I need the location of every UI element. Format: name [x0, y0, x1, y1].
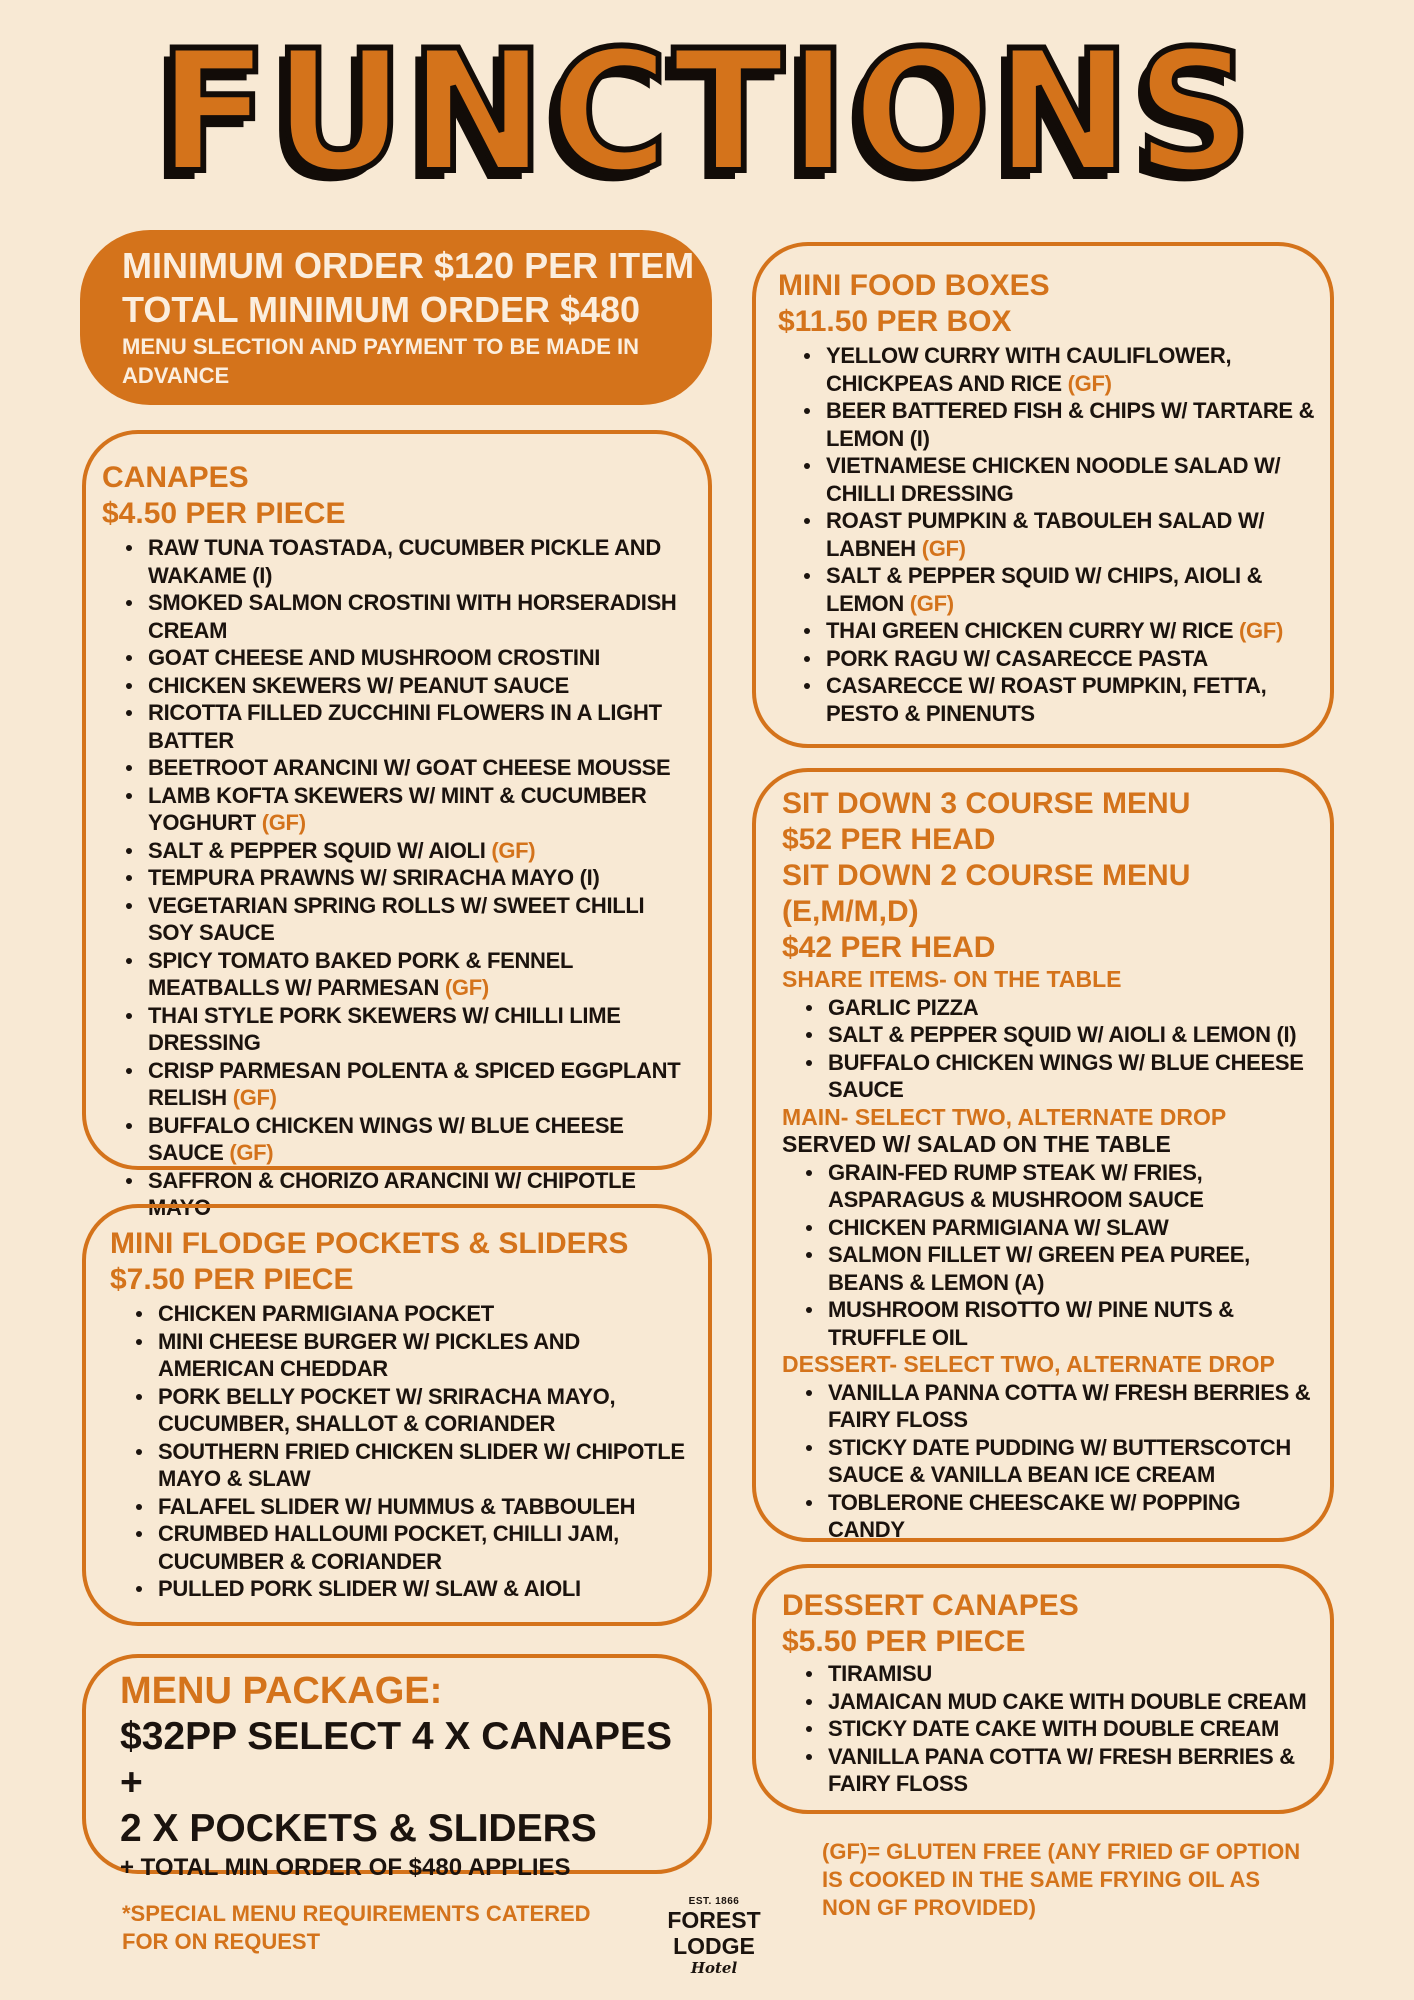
- list-item: CHICKEN PARMIGIANA POCKET: [158, 1300, 698, 1328]
- forest-lodge-logo: [626, 1896, 802, 1977]
- item-text: VEGETARIAN SPRING ROLLS W/ SWEET CHILLI SOY SAUCE: [148, 892, 645, 945]
- minimum-note-line1: MENU SLECTION AND PAYMENT TO BE MADE IN: [122, 334, 640, 359]
- list-item: STICKY DATE CAKE WITH DOUBLE CREAM: [828, 1715, 1318, 1743]
- item-text: ROAST PUMPKIN & TABOULEH SALAD W/ LABNEH: [826, 508, 1265, 561]
- list-item: MUSHROOM RISOTTO W/ PINE NUTS & TRUFFLE OIL: [828, 1296, 1318, 1351]
- list-item: PORK BELLY POCKET W/ SRIRACHA MAYO, CUCUMBER, SHALLOT & CORIANDER: [158, 1383, 698, 1438]
- list-item: SALMON FILLET W/ GREEN PEA PUREE, BEANS & LEMON (A): [828, 1241, 1318, 1296]
- gluten-free-tag: (GF): [232, 1085, 277, 1110]
- sitdown-price-3course: $52 PER HEAD: [782, 823, 996, 856]
- pockets-list: [110, 1300, 698, 1603]
- gluten-free-tag: (GF): [909, 590, 954, 616]
- list-item: [148, 1057, 690, 1112]
- item-text: THAI GREEN CHICKEN CURRY W/ RICE: [826, 618, 1234, 643]
- list-item: [826, 507, 1316, 562]
- dessert-canapes-price: $5.50 PER PIECE: [782, 1625, 1026, 1658]
- dessert-canapes-section: [752, 1564, 1334, 1814]
- minimum-per-item: MINIMUM ORDER $120 PER ITEM: [122, 245, 695, 286]
- list-item: CRUMBED HALLOUMI POCKET, CHILLI JAM, CUCUMBER & CORIANDER: [158, 1520, 698, 1575]
- canapes-section: [82, 430, 712, 1220]
- food-boxes-list: [778, 342, 1316, 727]
- minimum-total: TOTAL MINIMUM ORDER $480: [122, 289, 641, 330]
- item-text: BEER BATTERED FISH & CHIPS W/ TARTARE & LEMON (I): [826, 398, 1315, 451]
- list-item: [148, 644, 690, 672]
- special-requirements-note: *SPECIAL MENU REQUIREMENTS CATERED FOR ON REQUEST: [122, 1901, 591, 1954]
- list-item: [826, 617, 1316, 645]
- list-item: [148, 672, 690, 700]
- item-text: GOAT CHEESE AND MUSHROOM CROSTINI: [148, 645, 601, 670]
- list-item: [826, 645, 1316, 673]
- list-item: [826, 452, 1316, 507]
- minimum-order-banner: [80, 230, 712, 405]
- sitdown-price-2course: $42 PER HEAD: [782, 931, 996, 964]
- list-item: [148, 1002, 690, 1057]
- list-item: [148, 947, 690, 1002]
- list-item: [148, 1112, 690, 1167]
- pockets-section: [82, 1204, 712, 1626]
- dessert-list: [782, 1379, 1318, 1544]
- list-item: [148, 864, 690, 892]
- item-text: YELLOW CURRY WITH CAULIFLOWER, CHICKPEAS AND RICE: [826, 343, 1232, 396]
- list-item: [148, 699, 690, 754]
- menu-package-line2: 2 X POCKETS & SLIDERS: [120, 1807, 597, 1850]
- gluten-free-tag: (GF): [491, 837, 536, 863]
- logo-name: FOREST LODGE: [667, 1907, 761, 1959]
- item-text: SAFFRON & CHORIZO ARANCINI W/ CHIPOTLE MAYO: [148, 1167, 636, 1220]
- sitdown-title-3course: SIT DOWN 3 COURSE MENU: [782, 787, 1191, 820]
- item-text: BUFFALO CHICKEN WINGS W/ BLUE CHEESE SAUCE: [148, 1112, 624, 1165]
- list-item: VANILLA PANNA COTTA W/ FRESH BERRIES & FAIRY FLOSS: [828, 1379, 1318, 1434]
- list-item: JAMAICAN MUD CAKE WITH DOUBLE CREAM: [828, 1688, 1318, 1716]
- list-item: GRAIN-FED RUMP STEAK W/ FRIES, ASPARAGUS & MUSHROOM SAUCE: [828, 1159, 1318, 1214]
- list-item: [826, 342, 1316, 397]
- list-item: SALT & PEPPER SQUID W/ AIOLI & LEMON (I): [828, 1021, 1318, 1049]
- item-text: SALT & PEPPER SQUID W/ CHIPS, AIOLI & LEMON: [826, 563, 1263, 616]
- food-boxes-title: MINI FOOD BOXES: [778, 269, 1050, 302]
- gluten-free-tag: (GF): [1239, 618, 1284, 643]
- pockets-price: $7.50 PER PIECE: [110, 1263, 354, 1296]
- dessert-canapes-title: DESSERT CANAPES: [782, 1589, 1079, 1622]
- gluten-free-note: (GF)= GLUTEN FREE (ANY FRIED GF OPTION IS COOKED IN THE SAME FRYING OIL AS NON GF PROVIDED): [822, 1839, 1301, 1920]
- list-item: BUFFALO CHICKEN WINGS W/ BLUE CHEESE SAUCE: [828, 1049, 1318, 1104]
- minimum-note-line2: ADVANCE: [122, 363, 230, 388]
- list-item: MINI CHEESE BURGER W/ PICKLES AND AMERICAN CHEDDAR: [158, 1328, 698, 1383]
- list-item: [148, 534, 690, 589]
- canapes-price: $4.50 PER PIECE: [102, 497, 346, 530]
- list-item: GARLIC PIZZA: [828, 994, 1318, 1022]
- item-text: RICOTTA FILLED ZUCCHINI FLOWERS IN A LIGHT BATTER: [148, 700, 662, 753]
- food-boxes-price: $11.50 PER BOX: [778, 305, 1012, 338]
- list-item: [148, 837, 690, 865]
- menu-package-section: [82, 1654, 712, 1881]
- item-text: SALT & PEPPER SQUID W/ AIOLI: [148, 837, 486, 863]
- canapes-list: [102, 534, 690, 1222]
- share-list: [782, 994, 1318, 1104]
- page-title: FUNCTIONS: [157, 14, 1257, 210]
- item-text: LAMB KOFTA SKEWERS W/ MINT & CUCUMBER YOGHURT: [148, 782, 647, 835]
- list-item: [148, 754, 690, 782]
- list-item: VANILLA PANA COTTA W/ FRESH BERRIES & FAIRY FLOSS: [828, 1743, 1318, 1798]
- list-item: [148, 589, 690, 644]
- menu-package-title: MENU PACKAGE:: [120, 1670, 443, 1712]
- pockets-title: MINI FLODGE POCKETS & SLIDERS: [110, 1227, 629, 1260]
- item-text: THAI STYLE PORK SKEWERS W/ CHILLI LIME DRESSING: [148, 1002, 621, 1055]
- list-item: [148, 782, 690, 837]
- list-item: CHICKEN PARMIGIANA W/ SLAW: [828, 1214, 1318, 1242]
- item-text: CHICKEN SKEWERS W/ PEANUT SAUCE: [148, 672, 569, 698]
- list-item: [826, 397, 1316, 452]
- list-item: SOUTHERN FRIED CHICKEN SLIDER W/ CHIPOTLE MAYO & SLAW: [158, 1438, 698, 1493]
- list-item: [826, 562, 1316, 617]
- gluten-free-tag: (GF): [261, 810, 306, 835]
- item-text: PORK RAGU W/ CASARECCE PASTA: [826, 645, 1208, 671]
- list-item: PULLED PORK SLIDER W/ SLAW & AIOLI: [158, 1575, 698, 1603]
- food-boxes-section: [752, 242, 1334, 748]
- list-item: TIRAMISU: [828, 1660, 1318, 1688]
- canapes-title: CANAPES: [102, 461, 249, 494]
- item-text: SPICY TOMATO BAKED PORK & FENNEL MEATBALLS W/ PARMESAN: [148, 947, 573, 1000]
- list-item: FALAFEL SLIDER W/ HUMMUS & TABBOULEH: [158, 1493, 698, 1521]
- list-item: STICKY DATE PUDDING W/ BUTTERSCOTCH SAUCE & VANILLA BEAN ICE CREAM: [828, 1434, 1318, 1489]
- menu-package-line3: + TOTAL MIN ORDER OF $480 APPLIES: [120, 1854, 571, 1881]
- item-text: BEETROOT ARANCINI W/ GOAT CHEESE MOUSSE: [148, 755, 671, 780]
- list-item: TOBLERONE CHEESCAKE W/ POPPING CANDY: [828, 1489, 1318, 1544]
- item-text: SMOKED SALMON CROSTINI WITH HORSERADISH CREAM: [148, 590, 677, 643]
- gluten-free-tag: (GF): [921, 535, 966, 561]
- list-item: [826, 672, 1316, 727]
- main-note: SERVED W/ SALAD ON THE TABLE: [782, 1131, 1171, 1158]
- share-heading: SHARE ITEMS- ON THE TABLE: [782, 966, 1122, 992]
- dessert-canapes-list: [782, 1660, 1318, 1798]
- menu-package-line1: $32PP SELECT 4 X CANAPES +: [120, 1715, 672, 1804]
- dessert-heading: DESSERT- SELECT TWO, ALTERNATE DROP: [782, 1351, 1275, 1378]
- gluten-free-tag: (GF): [444, 975, 489, 1000]
- item-text: VIETNAMESE CHICKEN NOODLE SALAD W/ CHILLI DRESSING: [826, 453, 1281, 506]
- list-item: [148, 892, 690, 947]
- main-heading: MAIN- SELECT TWO, ALTERNATE DROP: [782, 1103, 1227, 1130]
- logo-hotel: Hotel: [690, 1959, 738, 1977]
- gluten-free-tag: (GF): [1067, 370, 1112, 396]
- item-text: RAW TUNA TOASTADA, CUCUMBER PICKLE AND WAKAME (I): [148, 535, 661, 588]
- gluten-free-tag: (GF): [229, 1140, 274, 1165]
- sitdown-title-2course: SIT DOWN 2 COURSE MENU (E,M/M,D): [782, 859, 1191, 928]
- item-text: TEMPURA PRAWNS W/ SRIRACHA MAYO (I): [148, 865, 600, 890]
- sitdown-section: [752, 768, 1334, 1542]
- logo-est: EST. 1866: [688, 1896, 740, 1907]
- item-text: CRISP PARMESAN POLENTA & SPICED EGGPLANT RELISH: [148, 1057, 681, 1110]
- item-text: CASARECCE W/ ROAST PUMPKIN, FETTA, PESTO & PINENUTS: [826, 673, 1267, 726]
- main-list: [782, 1159, 1318, 1352]
